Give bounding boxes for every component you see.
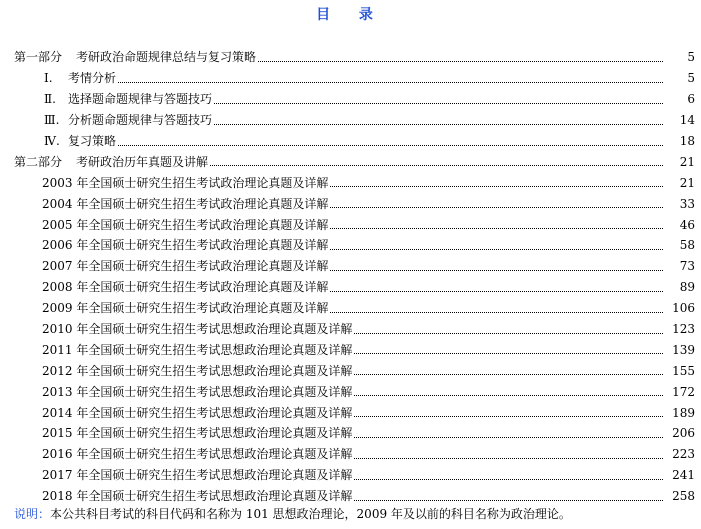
toc-entry-label bbox=[44, 92, 212, 106]
dot-leader bbox=[354, 383, 663, 396]
toc-entry-title: 2007 年全国硕士研究生招生考试政治理论真题及详解 bbox=[42, 259, 329, 274]
dot-leader bbox=[330, 195, 663, 208]
toc-entry-page-number: 206 bbox=[672, 426, 695, 441]
toc-entry-label bbox=[42, 322, 352, 336]
dot-leader bbox=[330, 216, 663, 229]
toc-entry-title: 2016 年全国硕士研究生招生考试思想政治理论真题及详解 bbox=[42, 447, 353, 462]
toc-entry-title: 2008 年全国硕士研究生招生考试政治理论真题及详解 bbox=[42, 280, 329, 295]
toc-entry-title: 考情分析 bbox=[68, 71, 117, 86]
dot-leader bbox=[330, 258, 663, 271]
toc-entry-title: 2010 年全国硕士研究生招生考试思想政治理论真题及详解 bbox=[42, 322, 353, 337]
dot-leader bbox=[354, 404, 663, 417]
toc-entry-number: Ⅲ. bbox=[44, 113, 60, 128]
footnote bbox=[14, 506, 571, 522]
toc-entry-title: 2006 年全国硕士研究生招生考试政治理论真题及详解 bbox=[42, 238, 329, 253]
dot-leader bbox=[354, 446, 663, 459]
dot-leader bbox=[118, 70, 663, 83]
toc-entry-page-number: 223 bbox=[672, 447, 695, 462]
toc-entry-page-number: 189 bbox=[672, 405, 695, 420]
dot-leader bbox=[354, 425, 663, 438]
dot-leader bbox=[258, 49, 663, 62]
toc-entry-number: Ⅳ. bbox=[44, 134, 60, 148]
toc-entry-page-number: 123 bbox=[672, 322, 695, 337]
toc-entry-page-number: 258 bbox=[672, 489, 695, 504]
toc-entry-page-number: 21 bbox=[679, 154, 695, 169]
toc-entry[interactable] bbox=[0, 444, 701, 465]
toc-entry[interactable] bbox=[0, 381, 701, 402]
toc-entry[interactable] bbox=[0, 319, 701, 340]
toc-entry-page-number: 89 bbox=[679, 280, 695, 295]
toc-entry-number: Ⅰ. bbox=[44, 71, 53, 86]
toc-entry-title: 2012 年全国硕士研究生招生考试思想政治理论真题及详解 bbox=[42, 363, 353, 378]
toc-entry-label bbox=[44, 134, 116, 148]
toc-entry-label bbox=[42, 489, 352, 503]
toc-entry-label bbox=[44, 71, 116, 85]
dot-leader bbox=[330, 300, 663, 313]
toc-entry-page-number: 73 bbox=[679, 259, 695, 274]
toc-entry[interactable] bbox=[0, 151, 701, 172]
toc-entry-label bbox=[42, 176, 328, 190]
toc-entry-title: 2018 年全国硕士研究生招生考试思想政治理论真题及详解 bbox=[42, 489, 353, 504]
toc-entry-label bbox=[14, 155, 208, 169]
toc-entry-title: 2015 年全国硕士研究生招生考试思想政治理论真题及详解 bbox=[42, 426, 353, 441]
dot-leader bbox=[354, 321, 663, 334]
toc-entry-label bbox=[42, 280, 328, 294]
toc-entry[interactable] bbox=[0, 339, 701, 360]
page-title: 目 录 bbox=[316, 7, 385, 23]
toc-entry-label bbox=[42, 301, 328, 315]
toc-entry[interactable] bbox=[0, 235, 701, 256]
toc-entry-page-number: 139 bbox=[672, 342, 695, 357]
toc-entry[interactable] bbox=[0, 298, 701, 319]
toc-entry-label bbox=[42, 406, 352, 420]
toc-entry-title: 2004 年全国硕士研究生招生考试政治理论真题及详解 bbox=[42, 196, 329, 211]
toc-entry-page-number: 106 bbox=[672, 301, 695, 316]
toc-entry-page-number: 5 bbox=[687, 50, 695, 65]
footnote-text: 本公共科目考试的科目代码和名称为 101 思想政治理论，2009 年及以前的科目名称为政治理论。 bbox=[50, 507, 571, 521]
toc-entry-title: 选择题命题规律与答题技巧 bbox=[68, 92, 213, 107]
toc-entry-title: 2017 年全国硕士研究生招生考试思想政治理论真题及详解 bbox=[42, 468, 353, 483]
toc-entry-label bbox=[44, 113, 212, 127]
toc-entry[interactable] bbox=[0, 172, 701, 193]
toc-entry[interactable] bbox=[0, 423, 701, 444]
toc-entry-title: 分析题命题规律与答题技巧 bbox=[68, 113, 213, 128]
toc-entry-label bbox=[42, 197, 328, 211]
toc-entry-page-number: 18 bbox=[679, 134, 695, 148]
toc-entry-label bbox=[42, 447, 352, 461]
toc-entry[interactable] bbox=[0, 131, 701, 152]
dot-leader bbox=[214, 112, 663, 125]
toc-entry-label bbox=[42, 468, 352, 482]
toc-entry[interactable] bbox=[0, 89, 701, 110]
toc-entry-title: 复习策略 bbox=[68, 134, 117, 148]
toc-entry-label bbox=[42, 259, 328, 273]
toc-entry-page-number: 241 bbox=[672, 468, 695, 483]
toc-entry-label bbox=[14, 50, 256, 64]
toc-entry-label bbox=[42, 426, 352, 440]
toc-entry[interactable] bbox=[0, 256, 701, 277]
toc-entry[interactable] bbox=[0, 68, 701, 89]
dot-leader bbox=[354, 488, 663, 501]
toc-entry-label bbox=[42, 343, 352, 357]
toc-entry-title: 考研政治命题规律总结与复习策略 bbox=[76, 50, 257, 65]
toc-entry-number: 第二部分 bbox=[14, 154, 63, 169]
toc-entry[interactable] bbox=[0, 193, 701, 214]
dot-leader bbox=[354, 362, 663, 375]
toc-entry-title: 2011 年全国硕士研究生招生考试思想政治理论真题及详解 bbox=[42, 342, 353, 357]
toc-entry-title: 2005 年全国硕士研究生招生考试政治理论真题及详解 bbox=[42, 217, 329, 232]
dot-leader bbox=[354, 467, 663, 480]
toc-entry-label bbox=[42, 218, 328, 232]
toc-entry-page-number: 6 bbox=[687, 92, 695, 107]
toc-entry-page-number: 46 bbox=[679, 217, 695, 232]
toc-entry[interactable] bbox=[0, 360, 701, 381]
toc-entry-page-number: 172 bbox=[672, 384, 695, 399]
dot-leader bbox=[330, 279, 663, 292]
toc-entry[interactable] bbox=[0, 486, 701, 507]
toc-entry[interactable] bbox=[0, 402, 701, 423]
toc-entry-title: 2009 年全国硕士研究生招生考试政治理论真题及详解 bbox=[42, 301, 329, 316]
toc-entry-page-number: 21 bbox=[679, 175, 695, 190]
toc-entry-title: 2014 年全国硕士研究生招生考试思想政治理论真题及详解 bbox=[42, 405, 353, 420]
toc-entry-page-number: 58 bbox=[679, 238, 695, 253]
dot-leader bbox=[118, 133, 663, 146]
toc-entry-label bbox=[42, 364, 352, 378]
toc-entry[interactable] bbox=[0, 47, 701, 68]
toc-entry-title: 2013 年全国硕士研究生招生考试思想政治理论真题及详解 bbox=[42, 384, 353, 399]
toc-entry-page-number: 5 bbox=[687, 71, 695, 86]
toc-entry-title: 考研政治历年真题及讲解 bbox=[76, 154, 209, 169]
toc-entry[interactable] bbox=[0, 277, 701, 298]
toc-entry[interactable] bbox=[0, 110, 701, 131]
toc-entry-label bbox=[42, 238, 328, 252]
toc-entry[interactable] bbox=[0, 465, 701, 486]
table-of-contents bbox=[0, 47, 701, 507]
toc-entry-page-number: 155 bbox=[672, 363, 695, 378]
dot-leader bbox=[330, 237, 663, 250]
toc-entry-label bbox=[42, 385, 352, 399]
toc-entry[interactable] bbox=[0, 214, 701, 235]
toc-entry-number: 第一部分 bbox=[14, 50, 63, 65]
toc-entry-page-number: 14 bbox=[679, 113, 695, 128]
dot-leader bbox=[354, 341, 663, 354]
dot-leader bbox=[210, 153, 663, 166]
toc-entry-page-number: 33 bbox=[679, 196, 695, 211]
toc-entry-number: Ⅱ. bbox=[44, 92, 56, 107]
dot-leader bbox=[214, 91, 663, 104]
toc-entry-title: 2003 年全国硕士研究生招生考试政治理论真题及详解 bbox=[42, 175, 329, 190]
dot-leader bbox=[330, 174, 663, 187]
footnote-label: 说明： bbox=[14, 507, 51, 521]
